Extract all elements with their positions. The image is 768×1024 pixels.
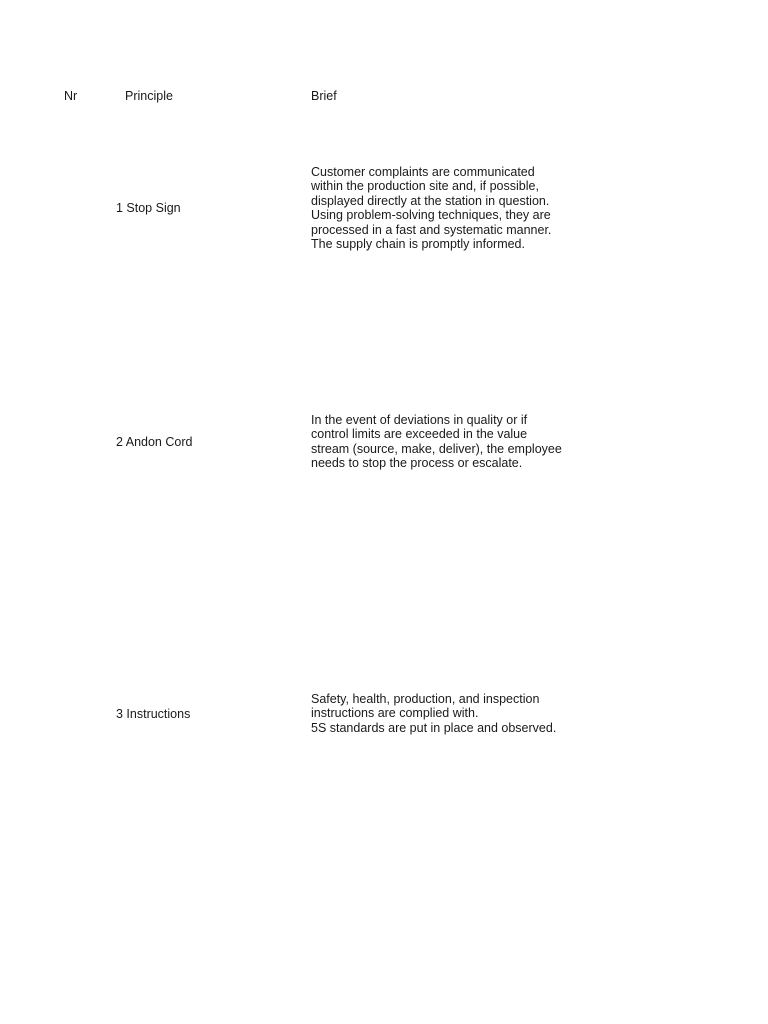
brief-line: 5S standards are put in place and observed. xyxy=(311,720,557,735)
brief-line: within the production site and, if possible, xyxy=(311,179,539,194)
brief-line: needs to stop the process or escalate. xyxy=(311,456,523,471)
brief-line: Customer complaints are communicated xyxy=(311,165,535,179)
header-principle: Principle xyxy=(125,89,173,103)
header-brief: Brief xyxy=(311,89,337,103)
row-3-principle: 3 Instructions xyxy=(116,707,191,721)
row-3-brief xyxy=(311,692,581,735)
row-2-principle: 2 Andon Cord xyxy=(116,435,193,449)
brief-line: instructions are complied with. xyxy=(311,706,479,721)
brief-line: The supply chain is promptly informed. xyxy=(311,237,525,252)
brief-line: In the event of deviations in quality or if xyxy=(311,413,528,427)
brief-line: stream (source, make, deliver), the employee xyxy=(311,441,562,456)
brief-line: Safety, health, production, and inspection xyxy=(311,692,540,706)
row-1-principle: 1 Stop Sign xyxy=(116,201,181,215)
brief-line: Using problem-solving techniques, they are xyxy=(311,208,551,223)
header-nr: Nr xyxy=(64,89,78,103)
row-1-brief xyxy=(311,165,581,251)
row-2-brief xyxy=(311,413,581,471)
brief-line: control limits are exceeded in the value xyxy=(311,427,528,442)
brief-line: processed in a fast and systematic manner. xyxy=(311,222,552,237)
brief-line: displayed directly at the station in question. xyxy=(311,193,550,208)
